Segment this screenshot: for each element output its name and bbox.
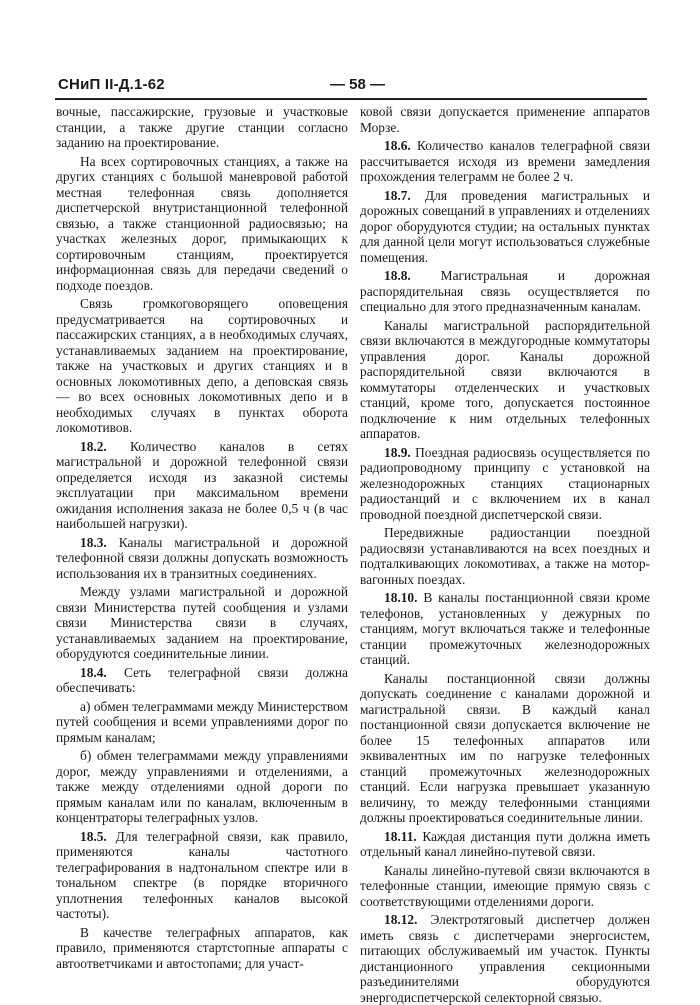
paragraph-text: Сеть телеграфной связи должна обеспечивать: [56,664,348,695]
paragraph [360,268,650,315]
paragraph [56,296,348,436]
paragraph [360,863,650,910]
clause-number: 18.3. [80,534,107,550]
paragraph-text: В качестве телеграфных аппаратов, как правило, применяются стартстопные аппараты с автоответчиками и автостопами; для участ- [56,924,348,971]
clause-number: 18.5. [80,828,107,844]
clause-number: 18.4. [80,664,107,680]
paragraph [56,665,348,696]
paragraph-text: Поездная радиосвязь осуществляется по радиопроводному принципу с установкой на железнодорожных станциях стационарных радиостанций и с включением их в канал проводной поездной диспетчерской связи. [360,444,650,522]
paragraph-text: Каналы магистральной и дорожной телефонной связи должны допускать возможность использования их в транзитных соединениях. [56,534,348,581]
paragraph [56,584,348,662]
paragraph-text: Магистральная и дорожная распорядительная связь осуществляется по специально для этого предназначенным каналам. [360,268,650,314]
paragraph-text: В каналы постанционной связи кроме телефонов, установленных у дежурных по станциям, могут включаться также и телефонные станции промежуточных железнодорожных станций. [360,590,650,667]
clause-number: 18.11. [384,828,417,844]
clause-number: 18.2. [80,438,107,454]
document-code: СНиП II-Д.1-62 [58,76,165,93]
right-column [360,104,650,1005]
paragraph-text: Электротяговый диспетчер должен иметь связь с диспетчерами энергосистем, питающих обслуживаемый им участок. Пункты дистанционного управления секционными разъединителями оборудуются энергодиспетчерской селекторной связью. [360,912,650,1005]
paragraph-text: На всех сортировочных станциях, а также на других станциях с большой маневровой работой местная телефонная связь дополняется диспетчерской внутристанционной телефонной связью, а также станционной радиосвязью; на участках железных дорог, примыкающих к сортировочным станциям, проектируется информационная связь для передачи сведений о подходе поездов. [56,153,348,293]
clause-number: 18.12. [384,912,418,927]
paragraph [56,535,348,582]
paragraph-text: Количество каналов в сетях магистральной и дорожной телефонной связи определяется исходя из заказной системы эксплуатации при максимальном времени ожидания исполнения заказа не более 0,5 ч (в час наибольшей нагрузки). [56,438,348,531]
paragraph-text: вочные, пассажирские, грузовые и участковые станции, а также другие станции согласно заданию на проектирование. [56,104,348,150]
left-column [56,104,348,971]
paragraph [56,748,348,826]
paragraph-text: Передвижные радиостанции поездной радиосвязи устанавливаются на всех поездных и подталкивающих локомотивах, а также на мотор-вагонных поездах. [360,525,650,587]
paragraph [56,439,348,532]
paragraph-text: Каналы постанционной связи должны допускать соединение с каналами дорожной и магистральной связи. В каждый канал постанционной связи допускается включение не более 15 телефонных аппаратов или эквивалентных им по нагрузке телефонных станций промежуточных железнодорожных станций. Если нагрузка превышает указанную величину, то между телефонными станциями должны проектироваться соединительные линии. [360,670,650,825]
header-rule [55,98,647,100]
paragraph [56,699,348,746]
clause-number: 18.6. [384,138,411,153]
paragraph [360,525,650,587]
paragraph [360,671,650,826]
paragraph [56,829,348,922]
paragraph [56,104,348,151]
paragraph-text: Каналы линейно-путевой связи включаются в телефонные станции, имеющие прямую связь с соответствующими отделениями дороги. [360,862,650,909]
paragraph [360,188,650,266]
paragraph-text: Связь громкоговорящего оповещения предусматривается на сортировочных и пассажирских станциях, а в необходимых случаях, устанавливаемых заданием на проектирование, также на участковых и других станциях и в основных локомотивных депо, а деповская связь — во всех основных локомотивных депо и в необходимых случаях в пунктах оборота локомотивов. [56,296,348,435]
clause-number: 18.8. [384,268,411,283]
clause-number: 18.10. [384,590,418,605]
page-number: — 58 — [330,76,386,93]
paragraph-text: Для проведения магистральных и дорожных совещаний в управлениях и отделениях дорог оборудуются студии; на остальных пунктах для данной цели могут использоваться служебные помещения. [360,187,650,265]
clause-number: 18.9. [384,444,411,460]
paragraph-text: Между узлами магистральной и дорожной связи Министерства путей сообщения и узлами связи Министерства связи в случаях, устанавливаемых заданием на проектирование, оборудуются соединительные линии. [56,584,348,661]
paragraph-text: Каналы магистральной распорядительной связи включаются в междугородные коммутаторы управления дорог. Каналы дорожной распорядительной связи включаются в коммутаторы отделенческих и участковых станций, кроме того, допускается постоянное подключение к ним отдельных телефонных аппаратов. [360,317,650,441]
paragraph [360,104,650,135]
clause-number: 18.7. [384,187,411,203]
paragraph [56,925,348,972]
paragraph-text: ковой связи допускается применение аппаратов Морзе. [360,104,650,135]
paragraph [360,829,650,860]
paragraph [360,590,650,668]
paragraph [360,445,650,523]
paragraph [360,318,650,442]
paragraph-text: Для телеграфной связи, как правило, применяются каналы частотного телеграфирования в надтональном спектре или в тональном спектре (в порядке вторичного уплотнения телефонных каналов высокой частоты). [56,828,348,921]
paragraph [56,154,348,294]
paragraph [360,912,650,1005]
paragraph-text: а) обмен телеграммами между Министерством путей сообщения и всеми управлениями дорог по прямым каналам; [56,698,348,745]
paragraph-text: Количество каналов телеграфной связи рассчитывается исходя из времени замедления прохождения телеграмм не более 2 ч. [360,138,650,184]
paragraph-text: б) обмен телеграммами между управлениями дорог, между управлениями и отделениями, а также между отделениями одной дороги по прямым каналам или по каналам, включенным в концентраторы телеграфных узлов. [56,748,348,825]
paragraph-text: Каждая дистанция пути должна иметь отдельный канал линейно-путевой связи. [360,828,650,859]
paragraph [360,138,650,185]
